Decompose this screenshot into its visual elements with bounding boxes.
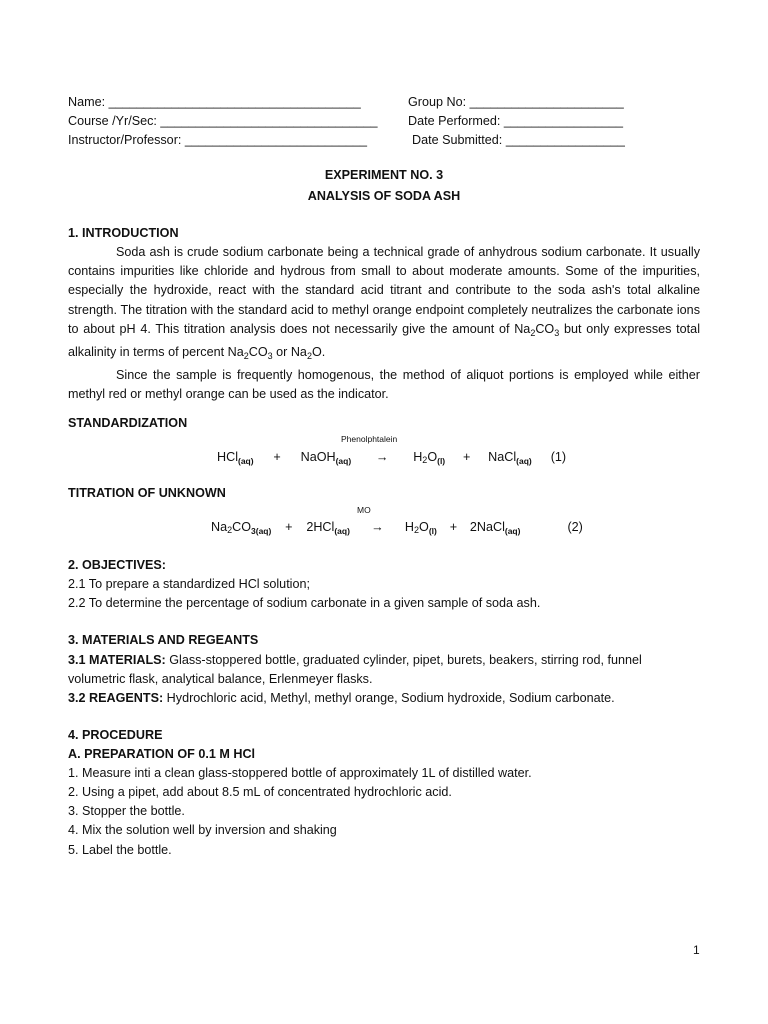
eq2-state-3: (l)	[428, 526, 437, 536]
titration-heading: TITRATION OF UNKNOWN	[68, 486, 226, 500]
eq1-number: (1)	[550, 450, 567, 464]
name-blank: ____________________________________	[108, 95, 361, 109]
date-performed-blank: _________________	[503, 114, 623, 128]
eq1-state-1: (aq)	[238, 456, 254, 466]
eq2-state-2: (aq)	[334, 526, 350, 536]
procedure-subheading: A. PREPARATION OF 0.1 M HCl	[68, 747, 256, 761]
eq2-co: CO	[232, 520, 252, 534]
eq1-plus-2: +	[462, 450, 471, 464]
reagents-list: Hydrochloric acid, Methyl, methyl orange, Sodium hydroxide, Sodium carbonate.	[163, 691, 615, 705]
eq2-hcl: 2HCl	[306, 520, 335, 534]
course-label: Course /Yr/Sec:	[68, 114, 157, 128]
materials-label: 3.1 MATERIALS:	[68, 653, 166, 667]
procedure-step: 5. Label the bottle.	[68, 843, 172, 857]
intro-na-3: Na	[290, 345, 307, 360]
date-submitted-label: Date Submitted:	[412, 133, 503, 147]
intro-na-2: Na	[227, 345, 244, 360]
date-submitted-field	[412, 131, 625, 150]
intro-co-2: CO	[248, 345, 268, 360]
eq2-sub-2b: 2	[414, 525, 420, 535]
materials-paragraph	[68, 651, 700, 689]
introduction-paragraph-1	[68, 243, 700, 366]
intro-text-b: but only expresses total alkalinity in terms of percent	[68, 321, 700, 360]
group-blank: ______________________	[469, 95, 624, 109]
group-field	[408, 93, 624, 112]
eq2-sub-2: 2	[227, 525, 233, 535]
eq1-o: O	[427, 450, 438, 464]
course-blank: _______________________________	[160, 114, 378, 128]
introduction-paragraph-2: Since the sample is frequently homogenous, the method of aliquot portions is employed while either methyl red or methyl orange can be used as the indicator.	[68, 368, 700, 402]
eq1-naoh: NaOH	[300, 450, 336, 464]
intro-sub-2a: 2	[530, 327, 536, 338]
objective-item: 2.2 To determine the percentage of sodium carbonate in a given sample of soda ash.	[68, 596, 541, 610]
intro-sub-3a: 3	[554, 327, 560, 338]
eq2-na: Na	[211, 520, 228, 534]
instructor-blank: __________________________	[184, 133, 367, 147]
intro-na: Na	[514, 321, 531, 336]
eq1-plus-1: +	[273, 450, 281, 464]
date-performed-field	[408, 112, 623, 131]
date-submitted-blank: _________________	[505, 133, 625, 147]
procedure-step: 4. Mix the solution well by inversion and shaking	[68, 823, 337, 837]
course-field	[68, 112, 378, 131]
intro-o: O.	[311, 345, 326, 360]
introduction-body	[68, 243, 700, 405]
reagents-paragraph	[68, 689, 615, 708]
intro-sub-2c: 2	[306, 351, 312, 362]
objectives-heading: 2. OBJECTIVES:	[68, 558, 166, 572]
eq2-state-4: (aq)	[504, 526, 521, 536]
eq1-sub-2: 2	[422, 455, 428, 465]
methyl-orange-label: MO	[357, 505, 371, 515]
materials-list: Glass-stoppered bottle, graduated cylinder, pipet, burets, beakers, stirring rod, funnel volumetric flask, analytical balance, Erlenmeyer flasks.	[68, 653, 642, 687]
eq2-number: (2)	[567, 520, 583, 534]
experiment-title: ANALYSIS OF SODA ASH	[307, 189, 461, 203]
intro-sub-3b: 3	[267, 351, 273, 362]
procedure-step: 3. Stopper the bottle.	[68, 804, 185, 818]
eq1-state-4: (aq)	[516, 456, 532, 466]
phenolphthalein-label: Phenolphtalein	[341, 434, 398, 444]
objective-item: 2.1 To prepare a standardized HCl solution;	[68, 577, 310, 591]
intro-sub-2b: 2	[243, 351, 249, 362]
titration-equation	[211, 518, 583, 541]
eq2-plus-1: +	[285, 520, 293, 534]
intro-co: CO	[535, 321, 555, 336]
intro-or: or	[272, 345, 291, 360]
date-performed-label: Date Performed:	[408, 114, 501, 128]
eq1-hcl: HCl	[217, 450, 238, 464]
eq1-nacl: NaCl	[488, 450, 517, 464]
instructor-field	[68, 131, 367, 150]
eq2-o: O	[419, 520, 429, 534]
experiment-number: EXPERIMENT NO. 3	[324, 168, 444, 182]
standardization-equation	[217, 448, 566, 471]
name-label: Name:	[68, 95, 106, 109]
reagents-label: 3.2 REAGENTS:	[68, 691, 164, 705]
procedure-step: 1. Measure inti a clean glass-stoppered bottle of approximately 1L of distilled water.	[68, 766, 532, 780]
eq2-h: H	[404, 520, 415, 534]
introduction-heading: 1. INTRODUCTION	[68, 226, 179, 240]
eq2-nacl: 2NaCl	[469, 520, 505, 534]
group-label: Group No:	[408, 95, 467, 109]
page-number: 1	[693, 943, 700, 957]
eq1-h: H	[413, 450, 423, 464]
eq1-state-3: (l)	[437, 456, 446, 466]
eq2-arrow: →	[371, 520, 384, 534]
instructor-label: Instructor/Professor:	[68, 133, 182, 147]
procedure-step: 2. Using a pipet, add about 8.5 mL of concentrated hydrochloric acid.	[68, 785, 452, 799]
eq1-arrow: →	[375, 450, 389, 464]
eq2-state-1: 3(aq)	[251, 526, 272, 536]
procedure-heading: 4. PROCEDURE	[68, 728, 163, 742]
name-field	[68, 93, 361, 112]
standardization-heading: STANDARDIZATION	[68, 416, 188, 430]
eq2-plus-2: +	[449, 520, 458, 534]
eq1-state-2: (aq)	[335, 456, 352, 466]
intro-text-a: Soda ash is crude sodium carbonate being a technical grade of anhydrous sodium carbonate. It usually contains impurities like chloride and hydrous from small to about moderate amounts. Some of the impurities, especially the hydroxide, react with the standard acid titrant and contribute to the soda ash's total alkaline strength. The titration with the standard acid to methyl orange endpoint completely neutralizes the carbonate ions to about pH 4. This titration analysis does not necessarily give the amount of	[68, 245, 700, 336]
materials-heading: 3. MATERIALS AND REGEANTS	[68, 633, 259, 647]
